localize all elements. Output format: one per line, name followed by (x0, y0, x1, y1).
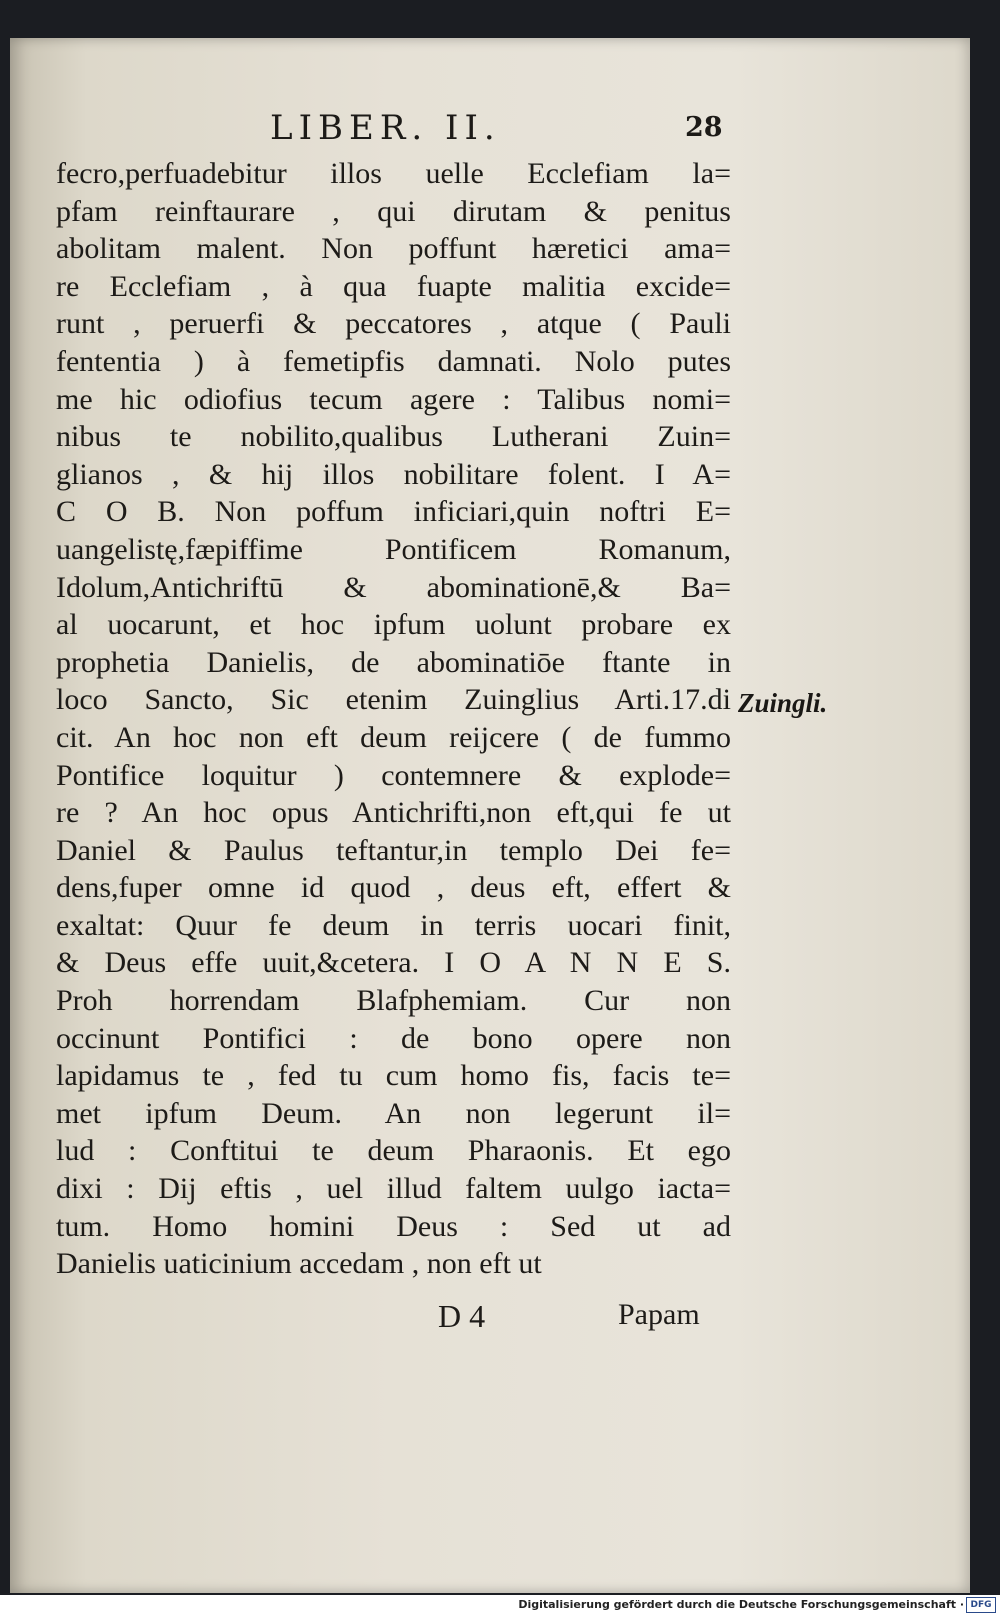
text-line: re ? An hoc opus Antichrifti,non eft,qui fe ut (56, 796, 731, 830)
text-line: fententia ) à femetipfis damnati. Nolo putes (56, 344, 731, 378)
text-line: cit. An hoc non eft deum reijcere ( de fummo (56, 720, 731, 754)
text-line: abolitam malent. Non poffunt hæretici ama= (56, 232, 731, 266)
text-line: pfam reinftaurare , qui dirutam & penitus (56, 194, 731, 228)
text-line: re Ecclefiam , à qua fuapte malitia excide= (56, 269, 731, 303)
funding-credit: Digitalisierung gefördert durch die Deutsche Forschungsgemeinschaft · (518, 1598, 964, 1611)
text-line: lud : Conftitui te deum Pharaonis. Et ego (56, 1134, 731, 1168)
marginal-note: Zuingli. (738, 688, 828, 718)
text-line: runt , peruerfi & peccatores , atque ( Pauli (56, 307, 731, 341)
text-line: C O B. Non poffum inficiari,quin noftri E= (56, 495, 731, 529)
text-line: Danielis uaticinium accedam , non eft ut (56, 1247, 542, 1281)
text-line: lapidamus te , fed tu cum homo fis, facis te= (56, 1059, 731, 1093)
dfg-logo: DFG (966, 1597, 996, 1613)
body-text (56, 155, 731, 1283)
text-line: al uocarunt, et hoc ipfum uolunt probare ex (56, 608, 731, 642)
catchword: Papam (618, 1298, 700, 1331)
text-line: Idolum,Antichriftū & abominationē,& Ba= (56, 570, 731, 604)
text-line: Daniel & Paulus teftantur,in templo Dei fe= (56, 833, 731, 867)
text-line: nibus te nobilito,qualibus Lutherani Zuin= (56, 420, 731, 454)
text-line: Proh horrendam Blafphemiam. Cur non (56, 984, 731, 1018)
text-line: prophetia Danielis, de abominatiōe ftante in (56, 645, 731, 679)
text-line: me hic odiofius tecum agere : Talibus nomi= (56, 382, 731, 416)
text-line: exaltat: Quur fe deum in terris uocari finit, (56, 908, 731, 942)
text-line: & Deus effe uuit,&cetera. I O A N N E S. (56, 946, 731, 980)
text-line: Pontifice loquitur ) contemnere & explode= (56, 758, 731, 792)
text-line: dixi : Dij eftis , uel illud faltem uulgo iacta= (56, 1172, 731, 1206)
text-line: met ipfum Deum. An non legerunt il= (56, 1096, 731, 1130)
text-line: occinunt Pontifici : de bono opere non (56, 1021, 731, 1055)
text-line: dens,fuper omne id quod , deus eft, effert & (56, 871, 731, 905)
text-line: uangelistę,fæpiffime Pontificem Romanum, (56, 532, 731, 566)
running-head: LIBER. II. (270, 108, 501, 148)
text-line: tum. Homo homini Deus : Sed ut ad (56, 1209, 731, 1243)
page-number: 28 (685, 112, 723, 143)
signature-mark: D 4 (438, 1298, 486, 1334)
text-line: loco Sancto, Sic etenim Zuinglius Arti.17.di (56, 683, 731, 717)
text-line: glianos , & hij illos nobilitare folent. I A= (56, 457, 731, 491)
text-line: fecro,perfuadebitur illos uelle Ecclefiam la= (56, 157, 731, 190)
